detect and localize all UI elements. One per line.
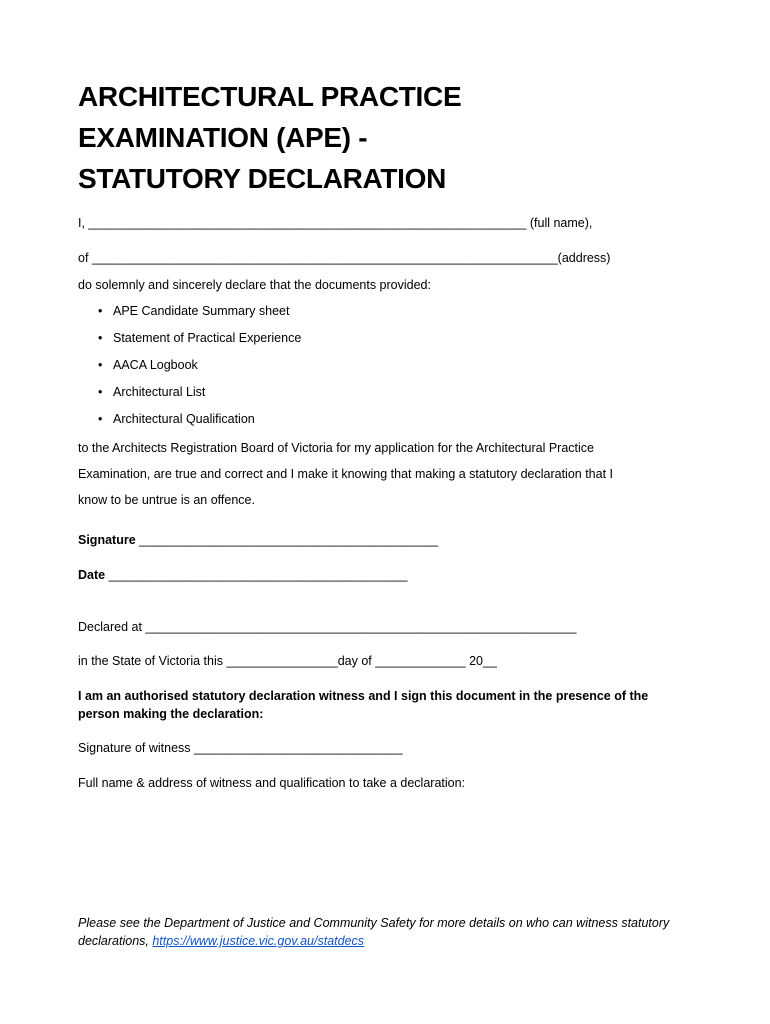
list-item: • AACA Logbook bbox=[98, 356, 301, 383]
signature-blank[interactable]: ___________________________________________ bbox=[135, 533, 439, 547]
date-label: Date bbox=[78, 568, 106, 582]
state-date-field[interactable]: in the State of Victoria this ________________day of _____________ 20__ bbox=[78, 654, 497, 668]
title-line-3: STATUTORY DECLARATION bbox=[78, 163, 447, 194]
list-item: • Statement of Practical Experience bbox=[98, 329, 301, 356]
declaration-paragraph bbox=[78, 435, 658, 513]
list-item: • Architectural List bbox=[98, 383, 301, 410]
full-name-field[interactable]: I, _______________________________________________________________ (full name), bbox=[78, 216, 593, 230]
date-field[interactable] bbox=[78, 566, 408, 584]
statdecs-link[interactable]: https://www.justice.vic.gov.au/statdecs bbox=[152, 934, 365, 948]
title-line-2: EXAMINATION (APE) - bbox=[78, 122, 368, 153]
footer-text: Please see the Department of Justice and Community Safety for more details on who can witness statutory declarations, bbox=[78, 916, 670, 948]
list-item: • Architectural Qualification bbox=[98, 410, 301, 437]
declared-at-field[interactable]: Declared at ______________________________________________________________ bbox=[78, 620, 577, 634]
list-item: • APE Candidate Summary sheet bbox=[98, 302, 301, 329]
date-blank[interactable]: ___________________________________________ bbox=[105, 568, 408, 582]
page-title bbox=[78, 76, 598, 199]
footer-note bbox=[78, 914, 678, 950]
signature-field[interactable] bbox=[78, 531, 438, 549]
witness-details-label: Full name & address of witness and qualification to take a declaration: bbox=[78, 776, 466, 790]
address-field[interactable]: of ___________________________________________________________________(address) bbox=[78, 251, 611, 265]
declaration-line-2: Examination, are true and correct and I make it knowing that making a statutory declaration that I bbox=[78, 467, 614, 481]
declare-intro: do solemnly and sincerely declare that the documents provided: bbox=[78, 278, 431, 292]
title-line-1: ARCHITECTURAL PRACTICE bbox=[78, 81, 462, 112]
witness-statement: I am an authorised statutory declaration witness and I sign this document in the presence of the person making the declaration: bbox=[78, 689, 649, 721]
declaration-line-3: know to be untrue is an offence. bbox=[78, 493, 255, 507]
signature-label: Signature bbox=[78, 533, 136, 547]
witness-signature-field[interactable]: Signature of witness ______________________________ bbox=[78, 741, 403, 755]
documents-list bbox=[98, 302, 301, 437]
declaration-line-1: to the Architects Registration Board of Victoria for my application for the Architectural Practice bbox=[78, 441, 594, 455]
